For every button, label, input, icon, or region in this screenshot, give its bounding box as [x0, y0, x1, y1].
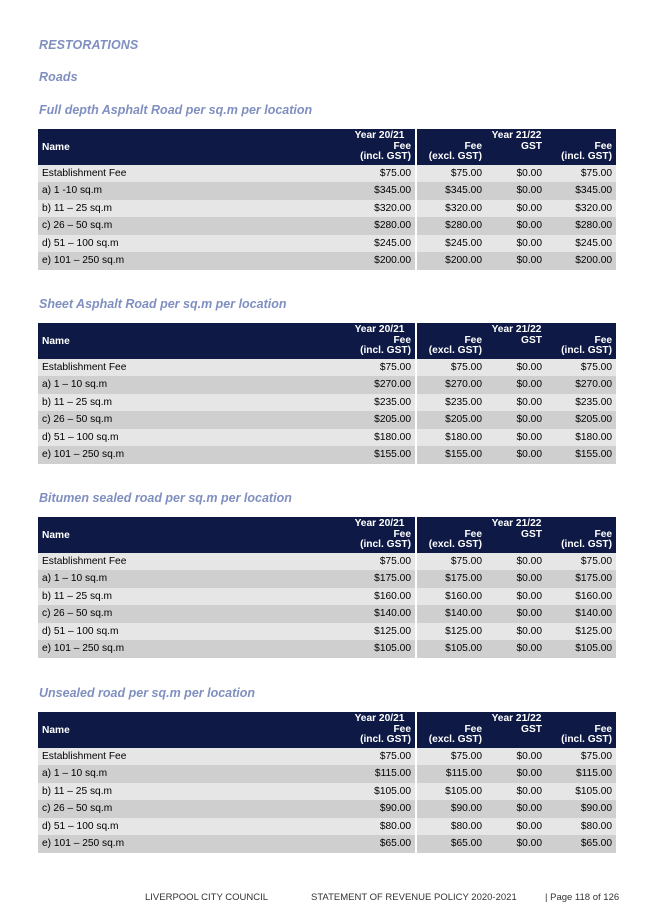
fee-2122-incl: $75.00 [546, 748, 616, 766]
fee-2122-incl: $160.00 [546, 588, 616, 606]
fee-2122-incl: $155.00 [546, 446, 616, 464]
header-year-2021: Year 20/21 [344, 129, 416, 142]
fee-2122-excl: $65.00 [416, 835, 486, 853]
header-fee-2122-excl: Fee [416, 530, 486, 541]
row-name: b) 11 – 25 sq.m [38, 588, 344, 606]
row-name: c) 26 – 50 sq.m [38, 411, 344, 429]
fee-2122-incl: $105.00 [546, 783, 616, 801]
fee-2021-incl: $245.00 [344, 235, 416, 253]
fee-2021-incl: $65.00 [344, 835, 416, 853]
gst-value: $0.00 [486, 623, 546, 641]
header-name: Name [38, 517, 344, 553]
fee-2021-incl: $80.00 [344, 818, 416, 836]
table-row [38, 411, 616, 429]
header-excl-gst-2122: (excl. GST) [416, 152, 486, 165]
fee-2122-excl: $155.00 [416, 446, 486, 464]
fee-2021-incl: $75.00 [344, 553, 416, 571]
header-excl-gst-2122: (excl. GST) [416, 735, 486, 748]
table-title: Sheet Asphalt Road per sq.m per location [39, 297, 287, 311]
row-name: Establishment Fee [38, 359, 344, 377]
fee-2122-incl: $245.00 [546, 235, 616, 253]
header-year-2122: Year 21/22 [416, 712, 616, 725]
fee-2021-incl: $175.00 [344, 570, 416, 588]
fee-2021-incl: $125.00 [344, 623, 416, 641]
fee-2122-incl: $175.00 [546, 570, 616, 588]
gst-value: $0.00 [486, 411, 546, 429]
footer-document: STATEMENT OF REVENUE POLICY 2020-2021 [311, 892, 517, 903]
header-year-2122: Year 21/22 [416, 323, 616, 336]
table-row [38, 800, 616, 818]
table-row [38, 376, 616, 394]
fee-2122-excl: $175.00 [416, 570, 486, 588]
footer-council: LIVERPOOL CITY COUNCIL [145, 892, 269, 903]
table-row [38, 394, 616, 412]
fee-2021-incl: $280.00 [344, 217, 416, 235]
row-name: a) 1 – 10 sq.m [38, 376, 344, 394]
table-row [38, 429, 616, 447]
row-name: c) 26 – 50 sq.m [38, 605, 344, 623]
table-title: Bitumen sealed road per sq.m per location [39, 491, 292, 505]
row-name: a) 1 – 10 sq.m [38, 570, 344, 588]
section-heading-roads: Roads [39, 70, 78, 84]
fee-2122-excl: $345.00 [416, 182, 486, 200]
header-incl-gst-2122: (incl. GST) [546, 152, 616, 165]
gst-value: $0.00 [486, 800, 546, 818]
gst-value: $0.00 [486, 588, 546, 606]
header-name: Name [38, 712, 344, 748]
row-name: e) 101 – 250 sq.m [38, 835, 344, 853]
fee-2122-excl: $160.00 [416, 588, 486, 606]
table-row [38, 588, 616, 606]
gst-value: $0.00 [486, 182, 546, 200]
gst-value: $0.00 [486, 217, 546, 235]
header-incl-gst-2021: (incl. GST) [344, 152, 416, 165]
fee-2021-incl: $320.00 [344, 200, 416, 218]
table-row [38, 640, 616, 658]
header-gst: GST [486, 336, 546, 359]
row-name: Establishment Fee [38, 165, 344, 183]
header-fee-2021: Fee [344, 336, 416, 347]
fee-2122-incl: $80.00 [546, 818, 616, 836]
header-name: Name [38, 323, 344, 359]
header-fee-2122-incl: Fee [546, 142, 616, 153]
fee-2122-incl: $180.00 [546, 429, 616, 447]
fee-2122-excl: $205.00 [416, 411, 486, 429]
header-excl-gst-2122: (excl. GST) [416, 540, 486, 553]
row-name: c) 26 – 50 sq.m [38, 800, 344, 818]
header-fee-2122-incl: Fee [546, 336, 616, 347]
fee-2122-excl: $75.00 [416, 165, 486, 183]
fee-2021-incl: $105.00 [344, 640, 416, 658]
row-name: d) 51 – 100 sq.m [38, 235, 344, 253]
header-year-2021: Year 20/21 [344, 517, 416, 530]
fee-table [38, 712, 616, 853]
gst-value: $0.00 [486, 235, 546, 253]
fee-2122-incl: $115.00 [546, 765, 616, 783]
table-row [38, 818, 616, 836]
gst-value: $0.00 [486, 252, 546, 270]
row-name: Establishment Fee [38, 748, 344, 766]
fee-2122-excl: $140.00 [416, 605, 486, 623]
gst-value: $0.00 [486, 359, 546, 377]
header-year-2122: Year 21/22 [416, 129, 616, 142]
gst-value: $0.00 [486, 818, 546, 836]
header-fee-2122-excl: Fee [416, 336, 486, 347]
row-name: Establishment Fee [38, 553, 344, 571]
fee-2021-incl: $205.00 [344, 411, 416, 429]
fee-2122-excl: $75.00 [416, 553, 486, 571]
table-row [38, 623, 616, 641]
header-incl-gst-2122: (incl. GST) [546, 540, 616, 553]
fee-2122-excl: $115.00 [416, 765, 486, 783]
fee-2122-excl: $180.00 [416, 429, 486, 447]
row-name: e) 101 – 250 sq.m [38, 252, 344, 270]
footer-page-number: | Page 118 of 126 [545, 892, 620, 903]
header-fee-2122-incl: Fee [546, 530, 616, 541]
header-fee-2122-excl: Fee [416, 142, 486, 153]
fee-table [38, 517, 616, 658]
fee-2021-incl: $75.00 [344, 748, 416, 766]
row-name: e) 101 – 250 sq.m [38, 640, 344, 658]
row-name: c) 26 – 50 sq.m [38, 217, 344, 235]
gst-value: $0.00 [486, 376, 546, 394]
header-gst: GST [486, 142, 546, 165]
table-row [38, 553, 616, 571]
fee-2122-excl: $200.00 [416, 252, 486, 270]
fee-2122-excl: $105.00 [416, 640, 486, 658]
fee-2122-excl: $235.00 [416, 394, 486, 412]
row-name: d) 51 – 100 sq.m [38, 818, 344, 836]
header-gst: GST [486, 530, 546, 553]
fee-2122-incl: $200.00 [546, 252, 616, 270]
fee-2122-incl: $205.00 [546, 411, 616, 429]
gst-value: $0.00 [486, 394, 546, 412]
fee-2021-incl: $105.00 [344, 783, 416, 801]
fee-2021-incl: $345.00 [344, 182, 416, 200]
page-heading: RESTORATIONS [39, 38, 139, 52]
fee-2021-incl: $200.00 [344, 252, 416, 270]
fee-2122-excl: $105.00 [416, 783, 486, 801]
fee-2122-incl: $75.00 [546, 165, 616, 183]
header-fee-2021: Fee [344, 142, 416, 153]
gst-value: $0.00 [486, 783, 546, 801]
table-row [38, 200, 616, 218]
table-row [38, 182, 616, 200]
row-name: b) 11 – 25 sq.m [38, 394, 344, 412]
gst-value: $0.00 [486, 835, 546, 853]
fee-2122-incl: $235.00 [546, 394, 616, 412]
gst-value: $0.00 [486, 553, 546, 571]
fee-2122-incl: $270.00 [546, 376, 616, 394]
fee-2122-incl: $75.00 [546, 553, 616, 571]
fee-2122-excl: $280.00 [416, 217, 486, 235]
header-incl-gst-2021: (incl. GST) [344, 540, 416, 553]
fee-2122-excl: $75.00 [416, 359, 486, 377]
fee-2021-incl: $75.00 [344, 165, 416, 183]
table-row [38, 252, 616, 270]
gst-value: $0.00 [486, 605, 546, 623]
fee-2122-incl: $75.00 [546, 359, 616, 377]
fee-2021-incl: $155.00 [344, 446, 416, 464]
fee-2021-incl: $90.00 [344, 800, 416, 818]
row-name: b) 11 – 25 sq.m [38, 783, 344, 801]
fee-2122-incl: $90.00 [546, 800, 616, 818]
fee-2021-incl: $270.00 [344, 376, 416, 394]
fee-table [38, 129, 616, 270]
table-row [38, 359, 616, 377]
fee-2021-incl: $180.00 [344, 429, 416, 447]
header-incl-gst-2122: (incl. GST) [546, 346, 616, 359]
table-row [38, 783, 616, 801]
table-row [38, 605, 616, 623]
table-row [38, 446, 616, 464]
table-title: Unsealed road per sq.m per location [39, 686, 256, 700]
row-name: e) 101 – 250 sq.m [38, 446, 344, 464]
fee-2021-incl: $75.00 [344, 359, 416, 377]
gst-value: $0.00 [486, 165, 546, 183]
header-year-2021: Year 20/21 [344, 323, 416, 336]
row-name: b) 11 – 25 sq.m [38, 200, 344, 218]
table-title: Full depth Asphalt Road per sq.m per location [39, 103, 313, 117]
fee-2122-incl: $105.00 [546, 640, 616, 658]
fee-2021-incl: $160.00 [344, 588, 416, 606]
header-year-2021: Year 20/21 [344, 712, 416, 725]
fee-2021-incl: $115.00 [344, 765, 416, 783]
table-row [38, 570, 616, 588]
header-name: Name [38, 129, 344, 165]
gst-value: $0.00 [486, 640, 546, 658]
fee-2122-excl: $245.00 [416, 235, 486, 253]
header-fee-2021: Fee [344, 725, 416, 736]
table-row [38, 235, 616, 253]
gst-value: $0.00 [486, 765, 546, 783]
fee-2122-incl: $65.00 [546, 835, 616, 853]
fee-2122-excl: $80.00 [416, 818, 486, 836]
fee-2021-incl: $235.00 [344, 394, 416, 412]
fee-2122-incl: $125.00 [546, 623, 616, 641]
table-row [38, 835, 616, 853]
header-incl-gst-2021: (incl. GST) [344, 346, 416, 359]
table-row [38, 217, 616, 235]
fee-2122-excl: $125.00 [416, 623, 486, 641]
header-fee-2021: Fee [344, 530, 416, 541]
gst-value: $0.00 [486, 570, 546, 588]
header-excl-gst-2122: (excl. GST) [416, 346, 486, 359]
header-gst: GST [486, 725, 546, 748]
header-fee-2122-incl: Fee [546, 725, 616, 736]
header-year-2122: Year 21/22 [416, 517, 616, 530]
row-name: d) 51 – 100 sq.m [38, 623, 344, 641]
gst-value: $0.00 [486, 446, 546, 464]
header-incl-gst-2021: (incl. GST) [344, 735, 416, 748]
header-fee-2122-excl: Fee [416, 725, 486, 736]
fee-2122-incl: $345.00 [546, 182, 616, 200]
table-row [38, 765, 616, 783]
gst-value: $0.00 [486, 429, 546, 447]
fee-2122-excl: $320.00 [416, 200, 486, 218]
row-name: a) 1 -10 sq.m [38, 182, 344, 200]
fee-2021-incl: $140.00 [344, 605, 416, 623]
fee-table [38, 323, 616, 464]
gst-value: $0.00 [486, 748, 546, 766]
row-name: d) 51 – 100 sq.m [38, 429, 344, 447]
fee-2122-incl: $140.00 [546, 605, 616, 623]
table-row [38, 165, 616, 183]
table-row [38, 748, 616, 766]
fee-2122-incl: $280.00 [546, 217, 616, 235]
fee-2122-excl: $90.00 [416, 800, 486, 818]
gst-value: $0.00 [486, 200, 546, 218]
fee-2122-excl: $75.00 [416, 748, 486, 766]
fee-2122-incl: $320.00 [546, 200, 616, 218]
row-name: a) 1 – 10 sq.m [38, 765, 344, 783]
fee-2122-excl: $270.00 [416, 376, 486, 394]
header-incl-gst-2122: (incl. GST) [546, 735, 616, 748]
